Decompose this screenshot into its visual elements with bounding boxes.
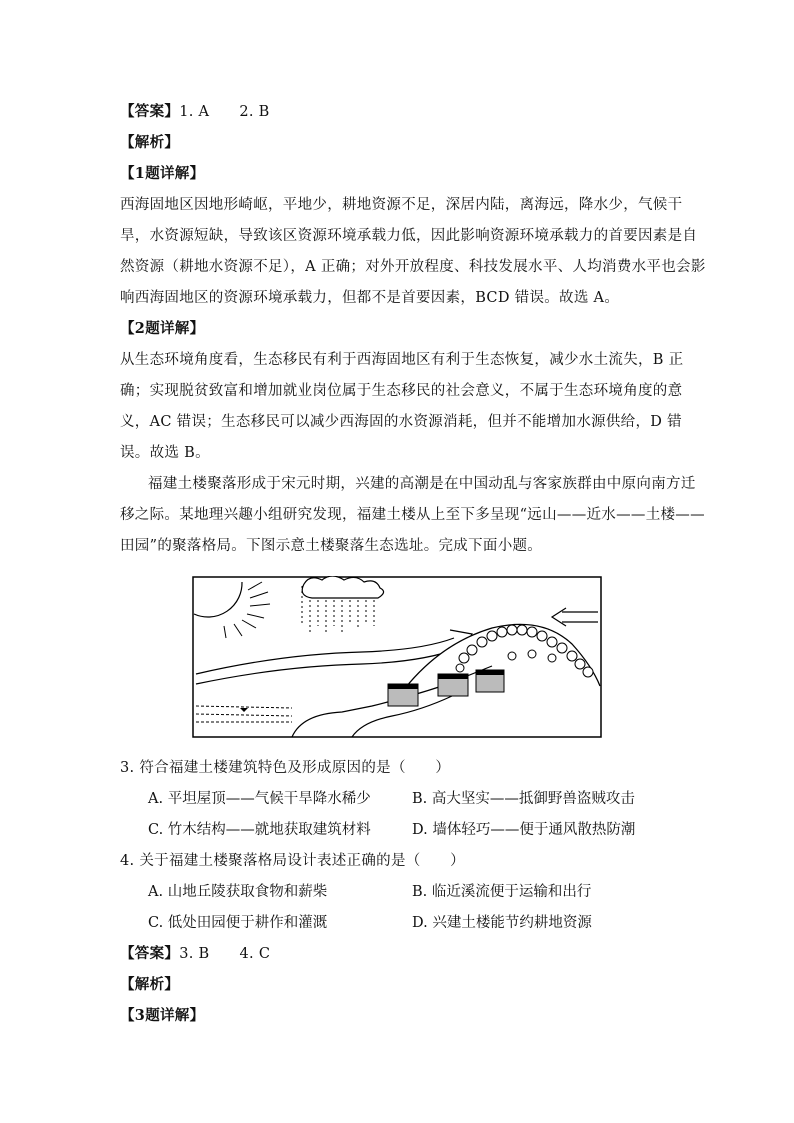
q3-option-d[interactable]: D. 墙体轻巧——便于通风散热防潮 <box>412 822 636 838</box>
q3-option-c[interactable]: C. 竹木结构——就地获取建筑材料 <box>148 822 371 838</box>
q3-option-a[interactable]: A. 平坦屋顶——气候干旱降水稀少 <box>148 791 371 807</box>
detail1-line: 西海固地区因地形崎岖，平地少，耕地资源不足，深居内陆，离海远，降水少，气候干 <box>120 197 683 213</box>
detail1-line: 响西海固地区的资源环境承载力，但都不是首要因素，BCD 错误。故选 A。 <box>120 290 620 306</box>
detail-heading-3: 【3题详解】 <box>120 1007 205 1024</box>
q4-option-a[interactable]: A. 山地丘陵获取食物和薪柴 <box>148 884 328 900</box>
intro-line: 福建土楼聚落形成于宋元时期，兴建的高潮是在中国动乱与客家族群由中原向南方迁 <box>148 476 696 492</box>
detail1-line: 然资源（耕地水资源不足），A 正确；对外开放程度、科技发展水平、人均消费水平也会影 <box>120 259 706 275</box>
intro-line: 田园”的聚落格局。下图示意土楼聚落生态选址。完成下面小题。 <box>120 538 543 554</box>
answer-line-1: 【答案】1. A 2. B <box>120 103 270 120</box>
question-4-stem: 4. 关于福建土楼聚落格局设计表述正确的是（ ） <box>120 853 465 869</box>
q4-option-c[interactable]: C. 低处田园便于耕作和灌溉 <box>148 915 328 931</box>
q4-option-b[interactable]: B. 临近溪流便于运输和出行 <box>412 884 592 900</box>
detail2-line: 确；实现脱贫致富和增加就业岗位属于生态移民的社会意义，不属于生态环境角度的意 <box>120 383 683 399</box>
question-3-stem: 3. 符合福建土楼建筑特色及形成原因的是（ ） <box>120 760 451 776</box>
detail2-line: 义，AC 错误；生态移民可以减少西海固的水资源消耗，但并不能增加水源供给，D 错 <box>120 414 682 430</box>
analysis-heading-1: 【解析】 <box>120 134 180 151</box>
detail2-line: 从生态环境角度看，生态移民有利于西海固地区有利于生态恢复，减少水土流失，B 正 <box>120 352 684 368</box>
detail1-line: 旱，水资源短缺，导致该区资源环境承载力低，因此影响资源环境承载力的首要因素是自 <box>120 228 698 244</box>
detail-heading-1: 【1题详解】 <box>120 165 205 182</box>
q3-option-b[interactable]: B. 高大坚实——抵御野兽盗贼攻击 <box>412 791 635 807</box>
detail2-line: 误。故选 B。 <box>120 445 210 461</box>
answer-line-2: 【答案】3. B 4. C <box>120 945 271 962</box>
intro-line: 移之际。某地理兴趣小组研究发现，福建土楼从上至下多呈现“远山——近水——土楼—— <box>120 507 705 523</box>
detail-heading-2: 【2题详解】 <box>120 320 205 337</box>
tulou-siting-diagram <box>192 576 602 738</box>
analysis-heading-2: 【解析】 <box>120 976 180 993</box>
q4-option-d[interactable]: D. 兴建土楼能节约耕地资源 <box>412 915 592 931</box>
